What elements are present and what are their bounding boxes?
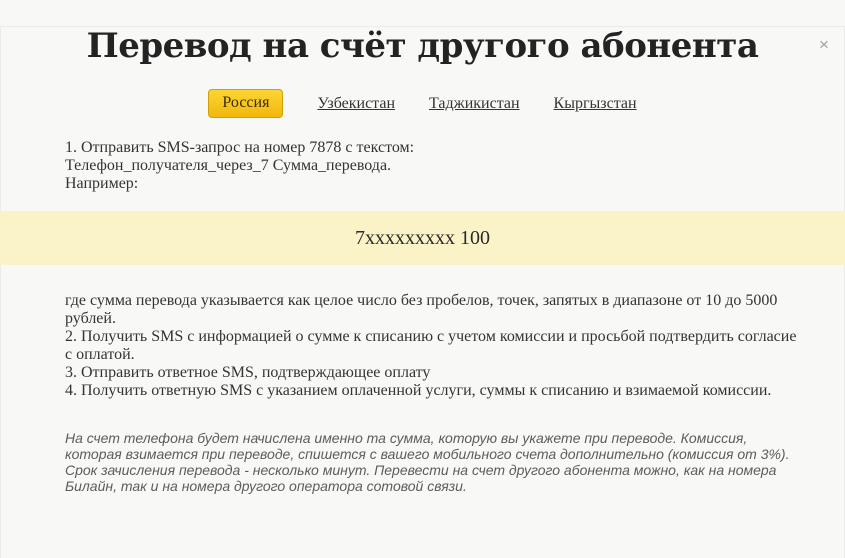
step4: 4. Получить ответную SMS с указанием оплаченной услуги, суммы к списанию и взимаемой комиссии. bbox=[65, 382, 772, 399]
close-icon[interactable]: × bbox=[813, 34, 835, 56]
country-tabs bbox=[0, 89, 845, 118]
tab-kyrgyzstan[interactable]: Кыргызстан bbox=[553, 94, 637, 112]
step1-note: где сумма перевода указывается как целое число без пробелов, точек, запятых в диапазоне от 10 до 5000 рублей. bbox=[65, 292, 778, 327]
example-label: Например: bbox=[65, 175, 139, 192]
step1-line1: 1. Отправить SMS-запрос на номер 7878 с текстом: bbox=[65, 139, 415, 156]
commission-footnote: На счет телефона будет начислена именно та сумма, которую вы укажете при переводе. Комиссия, которая взимается при переводе, спишется с вашего мобильного счета дополнительно (комиссия от 3%). Срок зачисления перевода - несколько минут. Перевести на счет другого абонента можно, как на номера Билайн, так и на номера другого оператора сотовой связи. bbox=[65, 430, 790, 494]
step1-line2: Телефон_получателя_через_7 Сумма_перевода. bbox=[65, 157, 392, 174]
step1-instructions bbox=[0, 139, 845, 193]
step3: 3. Отправить ответное SMS, подтверждающее оплату bbox=[65, 364, 431, 381]
tab-uzbekistan[interactable]: Узбекистан bbox=[317, 94, 396, 112]
step2: 2. Получить SMS с информацией о сумме к списанию с учетом комиссии и просьбой подтвердить согласие с оплатой. bbox=[65, 328, 797, 363]
steps-list bbox=[0, 292, 845, 400]
tab-russia[interactable]: Россия bbox=[208, 89, 283, 118]
example-band bbox=[0, 211, 845, 265]
page-title: Перевод на счёт другого абонента bbox=[86, 26, 759, 66]
example-sms-text: 7xxxxxxxxx 100 bbox=[355, 226, 490, 249]
tab-tajikistan[interactable]: Таджикистан bbox=[429, 94, 520, 112]
